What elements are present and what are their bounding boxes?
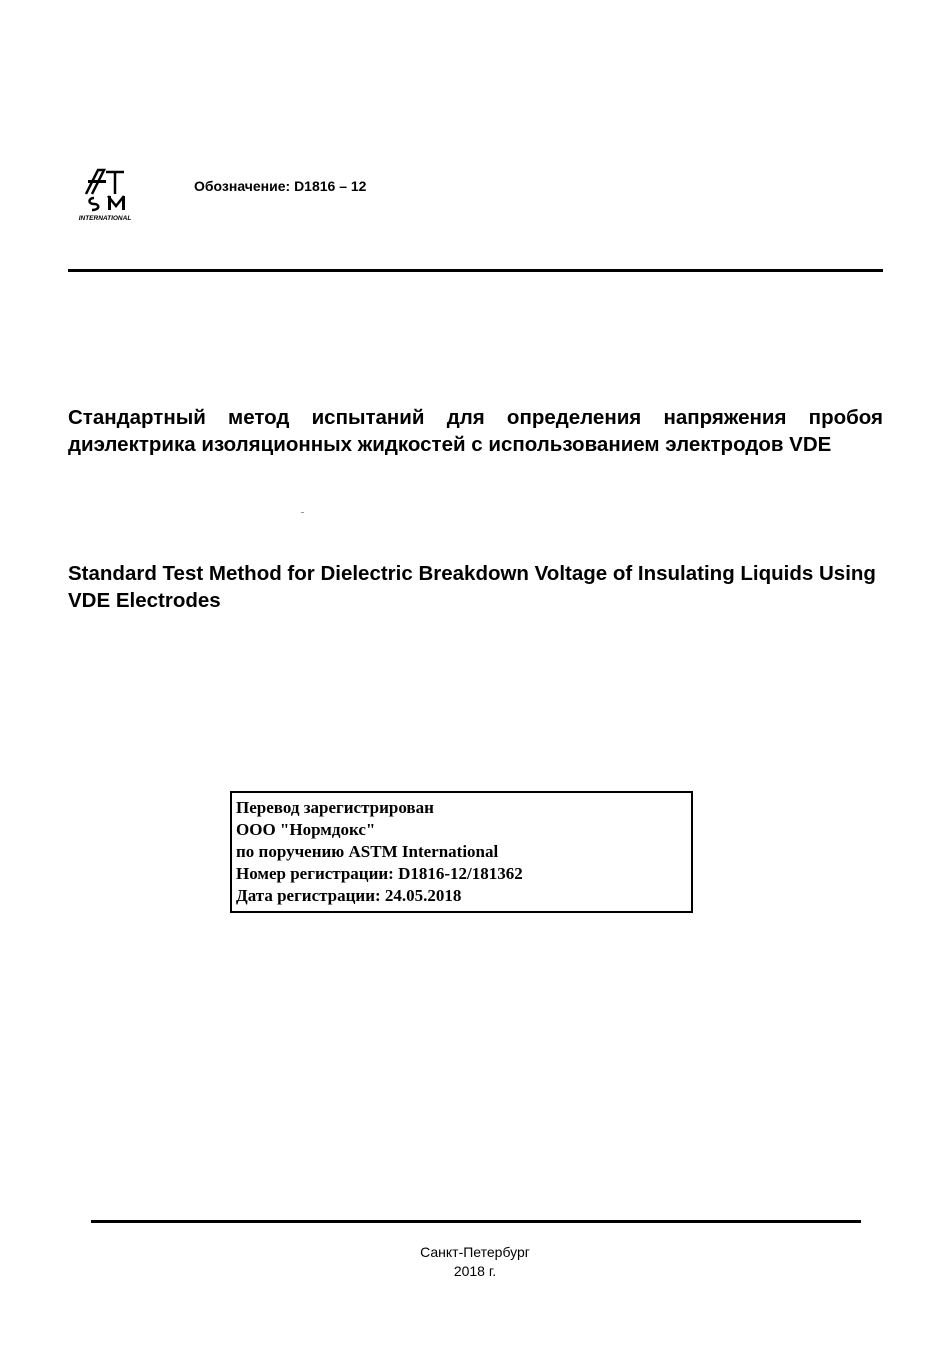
registration-line: Перевод зарегистрирован <box>236 798 434 817</box>
footer-city: Санкт-Петербург <box>420 1244 530 1260</box>
registration-org: ООО "Нормдокс" <box>236 820 376 839</box>
footer-year: 2018 г. <box>453 1263 497 1279</box>
logo-subtext: INTERNATIONAL <box>78 215 132 222</box>
stray-mark <box>301 512 304 513</box>
footer <box>0 1243 950 1281</box>
registration-date: Дата регистрации: 24.05.2018 <box>236 886 462 905</box>
designation: Обозначение: D1816 – 12 <box>194 178 367 194</box>
top-divider <box>68 269 883 272</box>
registration-client: по поручению ASTM International <box>236 842 499 861</box>
registration-number: Номер регистрации: D1816-12/181362 <box>236 864 523 883</box>
title-english: Standard Test Method for Dielectric Breakdown Voltage of Insulating Liquids Using VDE Electrodes <box>68 562 876 612</box>
registration-box <box>230 791 693 913</box>
title-russian: Стандартный метод испытаний для определения напряжения пробоя диэлектрика изоляционных жидкостей с использованием электродов VDE <box>68 406 883 456</box>
bottom-divider <box>91 1220 861 1223</box>
astm-logo <box>78 166 132 222</box>
